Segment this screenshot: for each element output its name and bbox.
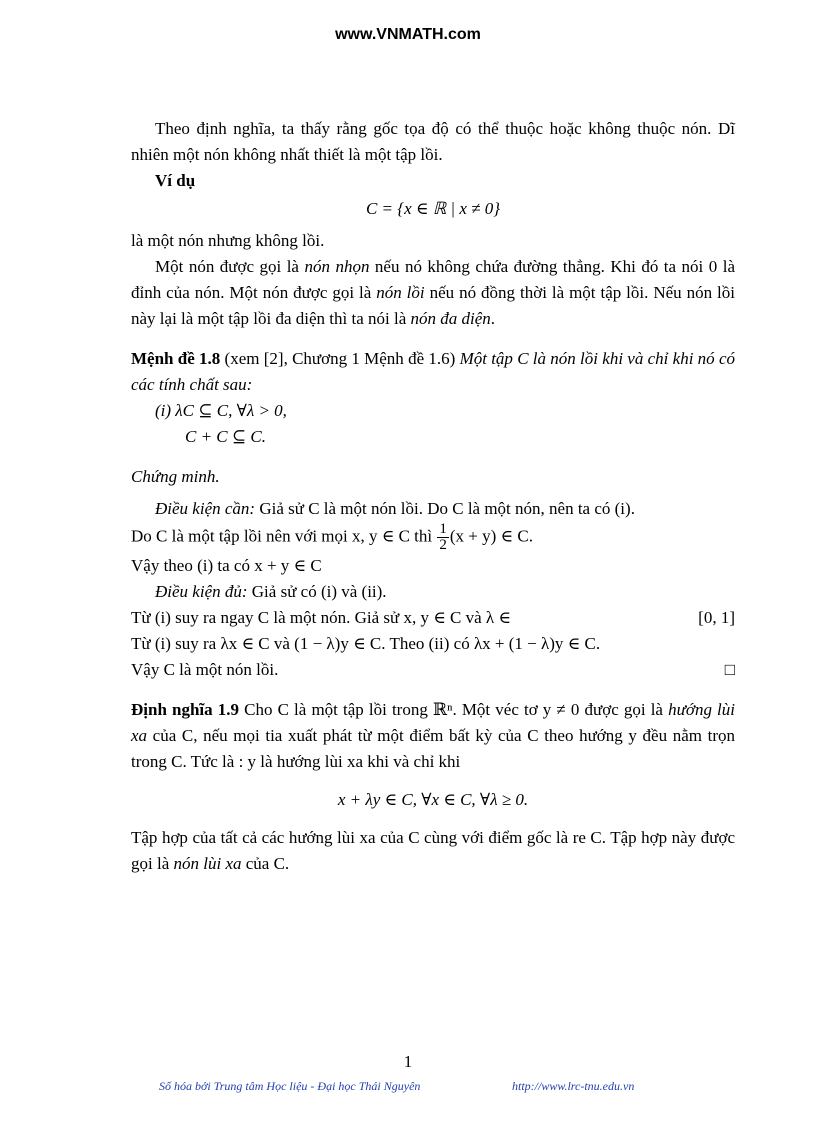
fraction-denominator: 2 (439, 537, 447, 553)
proposition-item-ii: C + C ⊆ C. (185, 427, 266, 446)
necessary-condition (131, 496, 735, 522)
footer-credit: Số hóa bởi Trung tâm Học liệu - Đại học Thái Nguyên (159, 1079, 421, 1093)
sufficient-conclusion (131, 657, 735, 683)
term-pointed-cone: nón nhọn (304, 257, 370, 276)
text-segment: Từ (i) suy ra ngay C là một nón. Giả sử x, y ∈ C và λ ∈ (131, 608, 511, 627)
text-segment: Một nón được gọi là (155, 257, 305, 276)
example-formula: C = {x ∈ ℝ | x ≠ 0} (365, 199, 501, 218)
paragraph-cone-origin: Theo định nghĩa, ta thấy rằng gốc tọa độ có thể thuộc hoặc không thuộc nón. Dĩ nhiên một nón không nhất thiết là một tập lồi. (131, 119, 735, 164)
definition-formula: x + λy ∈ C, ∀x ∈ C, ∀λ ≥ 0. (337, 790, 529, 809)
paragraph-recession-cone (131, 825, 735, 877)
proposition-item-i: (i) λC ⊆ C, ∀λ > 0, (155, 401, 287, 420)
footer-url[interactable]: http://www.lrc-tnu.edu.vn (512, 1079, 635, 1093)
definition-1-9 (131, 697, 735, 775)
text-segment: Tập hợp của tất cả các hướng lùi xa của C cùng với điểm gốc là re C. Tập hợp này được gọi là (131, 828, 735, 873)
site-header: www.VNMATH.com (335, 26, 481, 43)
necessary-step-2 (131, 522, 735, 553)
proposition-statement: Một tập C là nón lồi khi và chỉ khi nó có các tính chất sau: (131, 349, 735, 394)
text-segment: Do C là một tập lồi nên với mọi x, y ∈ C thì (131, 526, 437, 546)
proof-label: Chứng minh. (131, 467, 220, 486)
necessary-label: Điều kiện cần: (155, 499, 256, 518)
fraction-numerator: 1 (439, 521, 447, 537)
text-segment: của C, nếu mọi tia xuất phát từ một điểm bất kỳ của C theo hướng y đều nằm trọn trong C. Tức là : y là hướng lùi xa khi và chỉ khi (131, 726, 735, 771)
definition-label: Định nghĩa 1.9 (131, 700, 240, 719)
text-segment: Vậy C là một nón lồi. (131, 660, 279, 679)
text-segment: Cho C là một tập lồi trong ℝⁿ. Một véc tơ y ≠ 0 được gọi là (239, 700, 669, 719)
proposition-1-8 (131, 346, 735, 398)
text-segment: nếu nó không chứa đường thẳng. Khi đó ta nói 0 là đỉnh của nón. Một nón được gọi là (131, 257, 735, 302)
paragraph-not-convex: là một nón nhưng không lồi. (131, 231, 325, 250)
qed-symbol: □ (724, 660, 735, 679)
proposition-label: Mệnh đề 1.8 (131, 349, 221, 368)
paragraph-pointed-cone (131, 254, 735, 332)
sufficient-label: Điều kiện đủ: (155, 582, 248, 601)
text-segment: (x + y) ∈ C. (449, 526, 533, 546)
interval: [0, 1] (698, 608, 735, 627)
term-convex-cone: nón lồi (376, 283, 425, 302)
term-recession-direction: hướng lùi xa (131, 700, 736, 745)
proposition-reference: (xem [2], Chương 1 Mệnh đề 1.6) (220, 349, 460, 368)
example-label: Ví dụ (155, 171, 196, 190)
page-body (131, 116, 735, 877)
text-segment: Giả sử có (i) và (ii). (247, 582, 387, 601)
text-segment: Giả sử C là một nón lồi. Do C là một nón, nên ta có (i). (255, 499, 635, 518)
necessary-step-3: Vậy theo (i) ta có x + y ∈ C (131, 556, 322, 575)
fraction-one-half (437, 522, 449, 553)
term-recession-cone: nón lùi xa (173, 854, 242, 873)
page-number: 1 (403, 1052, 413, 1071)
text-segment: của C. (241, 854, 290, 873)
sufficient-step-3: Từ (i) suy ra λx ∈ C và (1 − λ)y ∈ C. Theo (ii) có λx + (1 − λ)y ∈ C. (131, 634, 601, 653)
text-segment: . (490, 309, 496, 328)
sufficient-step-2 (131, 605, 735, 631)
text-segment: nếu nó đồng thời là một tập lồi. Nếu nón lồi này lại là một tập lồi đa diện thì ta nói là (131, 283, 735, 328)
term-polyhedral-cone: nón đa diện (410, 309, 491, 328)
sufficient-condition (131, 579, 735, 605)
